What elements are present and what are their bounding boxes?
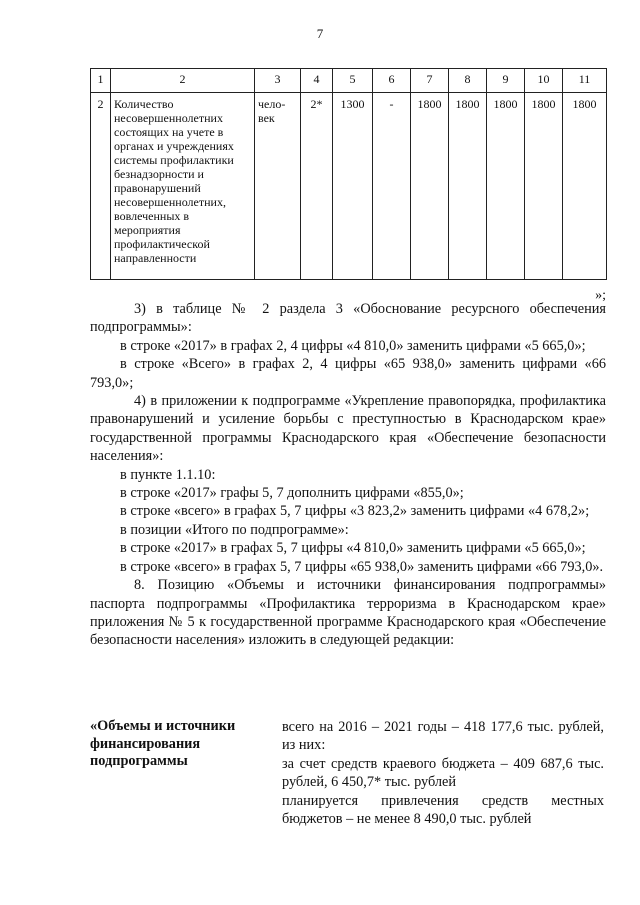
header-cell: 8 (449, 69, 487, 93)
paragraph: в строке «2017» в графах 2, 4 цифры «4 810,0» заменить цифрами «5 665,0»; (120, 337, 586, 354)
passport-label: «Объемы и источники финансирования подпрограммы (90, 718, 236, 769)
header-cell: 5 (333, 69, 373, 93)
page-number: 7 (316, 26, 324, 41)
value-cell: 1800 (525, 93, 563, 280)
paragraph: в строке «2017» графы 5, 7 дополнить цифрами «855,0»; (120, 485, 464, 502)
paragraph: 4) в приложении к подпрограмме «Укрепление правопорядка, профилактика правонарушений и усиление борьбы с преступностью в Краснодарском крае» государственной программы Краснодарского края «Обеспечение безопасности населения»: (90, 393, 606, 465)
paragraph: 8. Позицию «Объемы и источники финансирования подпрограммы» паспорта подпрограммы «Профилактика терроризма в Краснодарском крае» приложения № 5 к государственной программе Краснодарского края «Обеспечение безопасности населения» изложить в следующей редакции: (90, 577, 606, 649)
header-cell: 3 (255, 69, 301, 93)
header-cell: 4 (301, 69, 333, 93)
table-header-row (91, 69, 607, 93)
header-cell: 1 (91, 69, 111, 93)
value-cell: 1300 (333, 93, 373, 280)
body-text (90, 300, 606, 650)
header-cell: 11 (563, 69, 607, 93)
value-cell: - (373, 93, 411, 280)
paragraph: в строке «всего» в графах 5, 7 цифры «3 823,2» заменить цифрами «4 678,2»; (120, 503, 590, 520)
passport-value (282, 718, 604, 828)
table-row (91, 93, 607, 280)
passport-line: планируется привлечения средств местных бюджетов – не менее 8 490,0 тыс. рублей (282, 792, 604, 828)
value-cell: 1800 (411, 93, 449, 280)
indicator-name-cell: Количество несовершеннолетних состоящих на учете в органах и учреждениях системы профилактики безнадзорности и правонарушений несовершеннолетних, вовлеченных в мероприятия профилактической направленности (111, 93, 255, 280)
unit-cell: чело-век (255, 93, 301, 280)
passport-line: за счет средств краевого бюджета – 409 687,6 тыс. рублей, 6 450,7* тыс. рублей (282, 755, 604, 791)
header-cell: 7 (411, 69, 449, 93)
value-cell: 1800 (487, 93, 525, 280)
row-number-cell: 2 (91, 93, 111, 280)
paragraph: 3) в таблице № 2 раздела 3 «Обоснование ресурсного обеспечения подпрограммы»: (90, 301, 606, 336)
header-cell: 6 (373, 69, 411, 93)
paragraph: в строке «2017» в графах 5, 7 цифры «4 810,0» заменить цифрами «5 665,0»; (120, 540, 586, 557)
value-cell: 1800 (563, 93, 607, 280)
paragraph: в позиции «Итого по подпрограмме»: (120, 521, 349, 538)
header-cell: 10 (525, 69, 563, 93)
header-cell: 2 (111, 69, 255, 93)
value-cell: 1800 (449, 93, 487, 280)
indicator-table (90, 68, 607, 280)
paragraph: в строке «Всего» в графах 2, 4 цифры «65 938,0» заменить цифрами «66 793,0»; (90, 356, 606, 391)
passport-line: всего на 2016 – 2021 годы – 418 177,6 тыс. рублей, из них: (282, 719, 604, 754)
value-cell: 2* (301, 93, 333, 280)
paragraph: в пункте 1.1.10: (120, 466, 216, 483)
closing-quote-mark: »; (595, 288, 606, 303)
paragraph: в строке «всего» в графах 5, 7 цифры «65 938,0» заменить цифрами «66 793,0». (120, 558, 604, 575)
header-cell: 9 (487, 69, 525, 93)
